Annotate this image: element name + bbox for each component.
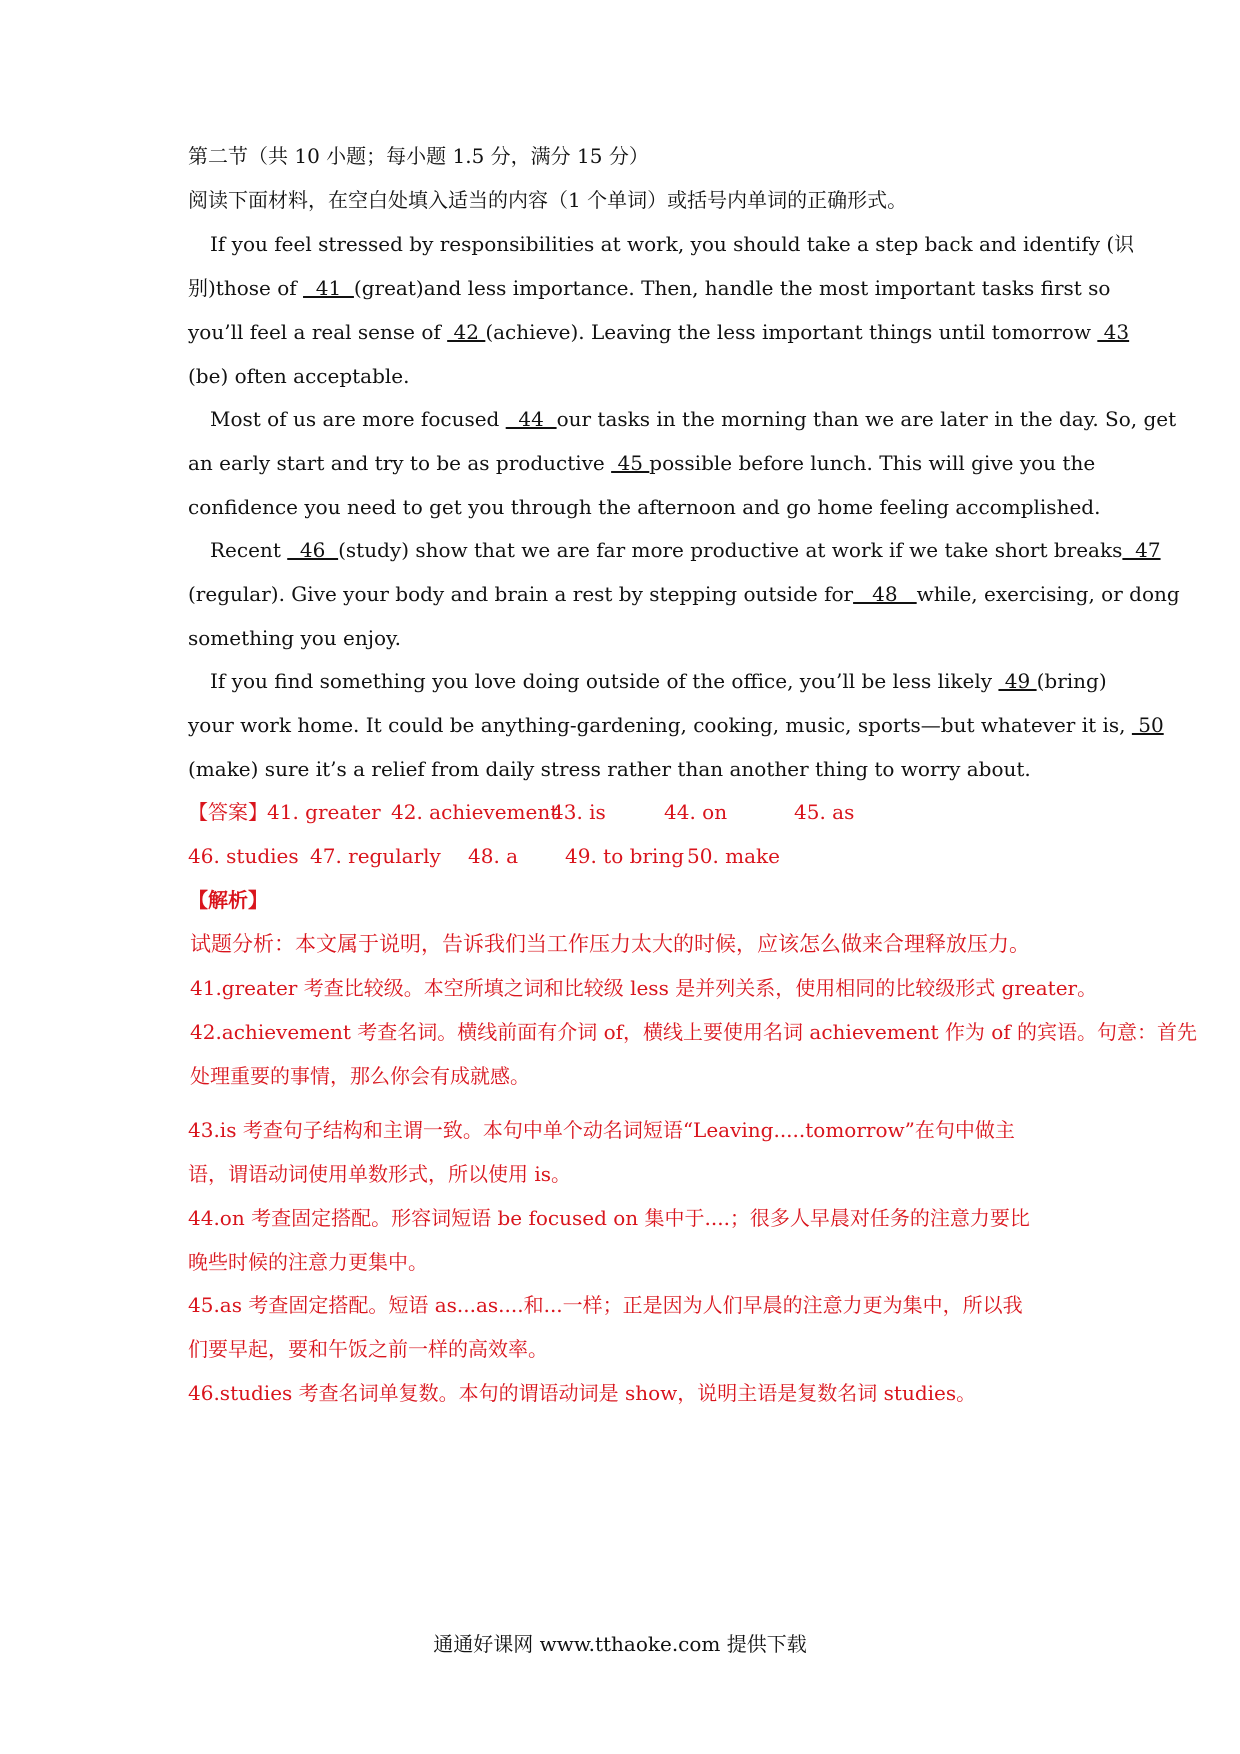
analysis-43-line2: 语，谓语动词使用单数形式，所以使用 is。: [188, 1162, 572, 1186]
page-footer: 通通好课网 www.tthaoke.com 提供下载: [433, 1632, 807, 1656]
p2-line2: an early start and try to be as productive 45 possible before lunch. This will give you the: [188, 451, 1096, 475]
p1-line1: If you feel stressed by responsibilities at work, you should take a step back and identify (识: [210, 232, 1135, 256]
blank-49: 49: [998, 669, 1037, 693]
analysis-44-line2: 晚些时候的注意力更集中。: [188, 1250, 428, 1274]
blank-45: 45: [611, 451, 650, 475]
answer-50: 50. make: [687, 844, 781, 868]
blank-43: 43: [1097, 320, 1130, 344]
blank-46: 46: [287, 538, 339, 562]
p4-line2: your work home. It could be anything-gardening, cooking, music, sports—but whatever it is, 50: [188, 713, 1164, 737]
p3-line3: something you enjoy.: [188, 626, 401, 650]
answer-41: 41. greater: [267, 800, 381, 824]
p2-line1: Most of us are more focused 44 our tasks in the morning than we are later in the day. So, get: [210, 407, 1177, 431]
answer-43: 43. is: [551, 800, 606, 824]
analysis-45-line2: 们要早起，要和午饭之前一样的高效率。: [188, 1337, 548, 1361]
p1-line4: (be) often acceptable.: [188, 364, 410, 388]
answer-46: 46. studies: [188, 844, 299, 868]
answers-label: 【答案】: [188, 800, 268, 824]
analysis-label: 【解析】: [188, 888, 268, 912]
answer-44: 44. on: [664, 800, 728, 824]
blank-47: 47: [1122, 538, 1161, 562]
analysis-46: 46.studies 考查名词单复数。本句的谓语动词是 show，说明主语是复数名词 studies。: [188, 1381, 977, 1405]
blank-50: 50: [1131, 713, 1164, 737]
analysis-summary: 试题分析：本文属于说明，告诉我们当工作压力太大的时候，应该怎么做来合理释放压力。: [190, 932, 1030, 956]
answers-row1: [188, 798, 1053, 826]
p1-line3: you’ll feel a real sense of 42 (achieve). Leaving the less important things until tomorrow 43: [188, 320, 1130, 344]
p1-line2: 别)those of 41 (great)and less importance. Then, handle the most important tasks first so: [188, 276, 1111, 300]
analysis-43-line1: 43.is 考查句子结构和主谓一致。本句中单个动名词短语“Leaving.....tomorrow”在句中做主: [188, 1118, 1015, 1142]
answers-row2: [188, 842, 1053, 870]
section-instruction: 阅读下面材料，在空白处填入适当的内容（1 个单词）或括号内单词的正确形式。: [188, 188, 908, 212]
section-header: 第二节（共 10 小题；每小题 1.5 分，满分 15 分）: [188, 144, 649, 168]
answer-45: 45. as: [794, 800, 855, 824]
answer-47: 47. regularly: [310, 844, 441, 868]
blank-44: 44: [505, 407, 557, 431]
answer-48: 48. a: [468, 844, 519, 868]
analysis-45-line1: 45.as 考查固定搭配。短语 as...as....和...一样；正是因为人们早晨的注意力更为集中，所以我: [188, 1293, 1023, 1317]
p2-line3: confidence you need to get you through the afternoon and go home feeling accomplished.: [188, 495, 1101, 519]
p3-line2: (regular). Give your body and brain a rest by stepping outside for 48 while, exercising, or dong: [188, 582, 1180, 606]
p4-line1: If you find something you love doing outside of the office, you’ll be less likely 49 (bring): [210, 669, 1107, 693]
p4-line3: (make) sure it’s a relief from daily stress rather than another thing to worry about.: [188, 757, 1031, 781]
blank-48: 48: [853, 582, 917, 606]
analysis-42-line2: 处理重要的事情，那么你会有成就感。: [190, 1064, 530, 1088]
analysis-41: 41.greater 考查比较级。本空所填之词和比较级 less 是并列关系，使用相同的比较级形式 greater。: [190, 976, 1098, 1000]
answer-42: 42. achievement: [391, 800, 559, 824]
answer-49: 49. to bring: [565, 844, 685, 868]
p3-line1: Recent 46 (study) show that we are far more productive at work if we take short breaks 47: [210, 538, 1161, 562]
analysis-44-line1: 44.on 考查固定搭配。形容词短语 be focused on 集中于....；很多人早晨对任务的注意力要比: [188, 1206, 1030, 1230]
blank-41: 41: [303, 276, 354, 300]
blank-42: 42: [447, 320, 486, 344]
analysis-42-line1: 42.achievement 考查名词。横线前面有介词 of，横线上要使用名词 achievement 作为 of 的宾语。句意：首先: [190, 1020, 1198, 1044]
